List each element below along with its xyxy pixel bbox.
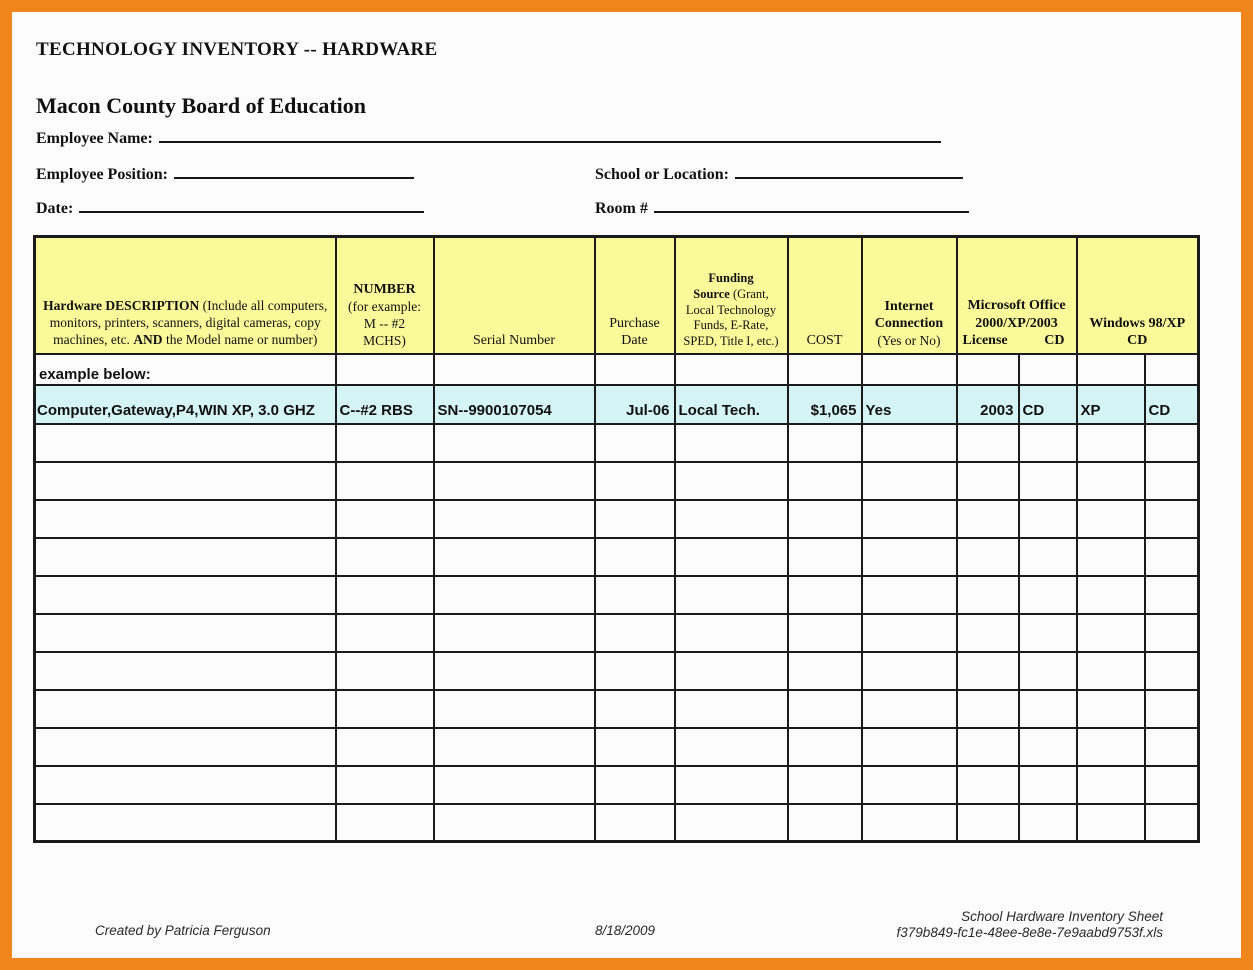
school-or-location-label: School or Location: <box>595 166 729 183</box>
empty-cell <box>35 500 336 538</box>
empty-cell <box>434 728 595 766</box>
empty-cell <box>675 690 788 728</box>
empty-cell <box>434 690 595 728</box>
empty-cell <box>434 766 595 804</box>
empty-cell <box>675 728 788 766</box>
empty-cell <box>862 690 957 728</box>
empty-cell <box>336 728 434 766</box>
col-header-cost: COST <box>788 237 862 354</box>
empty-cell <box>35 690 336 728</box>
empty-cell <box>957 766 1019 804</box>
col-header-internet-connection: Internet Connection (Yes or No) <box>862 237 957 354</box>
footer-sheet-title: School Hardware Inventory Sheet <box>961 909 1163 924</box>
empty-cell <box>336 804 434 842</box>
footer-sheet-info <box>897 909 1163 941</box>
empty-cell <box>862 614 957 652</box>
empty-cell <box>862 462 957 500</box>
empty-cell <box>1077 728 1145 766</box>
inventory-table-body <box>35 354 1199 842</box>
empty-cell <box>35 728 336 766</box>
room-field <box>595 198 969 218</box>
empty-cell <box>336 424 434 462</box>
col-header-windows: Windows 98/XP CD <box>1077 237 1199 354</box>
empty-cell <box>336 538 434 576</box>
empty-cell <box>336 766 434 804</box>
empty-cell <box>1145 538 1199 576</box>
example-office-license-cell: 2003 <box>957 385 1019 424</box>
empty-cell <box>788 614 862 652</box>
employee-name-blank-line <box>159 128 941 143</box>
empty-cell <box>788 538 862 576</box>
footer-date: 8/18/2009 <box>595 923 656 938</box>
empty-cell <box>862 728 957 766</box>
cell <box>1145 354 1199 385</box>
empty-cell <box>35 614 336 652</box>
empty-cell <box>1077 690 1145 728</box>
empty-cell <box>1145 690 1199 728</box>
empty-row <box>35 804 1199 842</box>
empty-cell <box>1077 652 1145 690</box>
example-data-row <box>35 385 1199 424</box>
empty-cell <box>675 538 788 576</box>
empty-cell <box>1145 576 1199 614</box>
example-number-cell: C--#2 RBS <box>336 385 434 424</box>
empty-cell <box>595 576 675 614</box>
empty-cell <box>1145 424 1199 462</box>
empty-cell <box>595 690 675 728</box>
empty-cell <box>957 690 1019 728</box>
empty-row <box>35 614 1199 652</box>
empty-cell <box>1019 576 1077 614</box>
empty-cell <box>675 424 788 462</box>
empty-cell <box>862 652 957 690</box>
empty-cell <box>336 462 434 500</box>
col-header-funding-source: Funding Source (Grant, Local Technology Funds, E-Rate, SPED, Title I, etc.) <box>675 237 788 354</box>
empty-cell <box>595 804 675 842</box>
empty-cell <box>595 538 675 576</box>
empty-cell <box>336 576 434 614</box>
empty-cell <box>957 424 1019 462</box>
empty-cell <box>1077 576 1145 614</box>
empty-cell <box>1145 462 1199 500</box>
cell <box>595 354 675 385</box>
empty-row <box>35 576 1199 614</box>
empty-cell <box>788 804 862 842</box>
empty-cell <box>957 462 1019 500</box>
empty-cell <box>788 652 862 690</box>
empty-cell <box>1145 728 1199 766</box>
table-header-row <box>35 237 1199 354</box>
empty-cell <box>957 538 1019 576</box>
empty-cell <box>434 804 595 842</box>
empty-cell <box>1019 614 1077 652</box>
empty-cell <box>434 652 595 690</box>
empty-cell <box>957 652 1019 690</box>
empty-cell <box>434 538 595 576</box>
empty-cell <box>595 424 675 462</box>
cell <box>862 354 957 385</box>
date-label: Date: <box>36 200 74 217</box>
empty-cell <box>336 652 434 690</box>
empty-cell <box>1019 424 1077 462</box>
empty-cell <box>336 500 434 538</box>
empty-cell <box>862 500 957 538</box>
empty-cell <box>1019 462 1077 500</box>
empty-cell <box>1019 500 1077 538</box>
empty-cell <box>1077 538 1145 576</box>
empty-cell <box>35 804 336 842</box>
empty-cell <box>957 728 1019 766</box>
footer-file-name: f379b849-fc1e-48ee-8e8e-7e9aabd9753f.xls <box>896 925 1163 940</box>
empty-cell <box>434 500 595 538</box>
document-title: TECHNOLOGY INVENTORY -- HARDWARE <box>36 39 438 60</box>
empty-row <box>35 766 1199 804</box>
employee-position-label: Employee Position: <box>36 166 168 183</box>
example-label-row <box>35 354 1199 385</box>
col-header-hardware-description: Hardware DESCRIPTION (Include all computers, monitors, printers, scanners, digital cameras, copy machines, etc. AND the Model name or number) <box>35 237 336 354</box>
empty-cell <box>788 500 862 538</box>
date-field <box>36 198 424 218</box>
empty-cell <box>595 728 675 766</box>
empty-cell <box>336 690 434 728</box>
example-label-cell: example below: <box>35 354 336 385</box>
empty-row <box>35 538 1199 576</box>
empty-cell <box>862 804 957 842</box>
empty-cell <box>862 538 957 576</box>
empty-cell <box>1019 690 1077 728</box>
empty-cell <box>35 766 336 804</box>
empty-row <box>35 462 1199 500</box>
empty-cell <box>957 614 1019 652</box>
empty-cell <box>1145 652 1199 690</box>
cell <box>336 354 434 385</box>
empty-cell <box>434 614 595 652</box>
empty-cell <box>35 576 336 614</box>
sub-header-office-cd: CD <box>1044 333 1065 348</box>
cell <box>434 354 595 385</box>
empty-cell <box>595 500 675 538</box>
empty-cell <box>1145 766 1199 804</box>
empty-cell <box>957 576 1019 614</box>
cell <box>675 354 788 385</box>
employee-position-blank-line <box>174 164 414 179</box>
empty-cell <box>675 766 788 804</box>
empty-cell <box>1077 500 1145 538</box>
empty-cell <box>788 766 862 804</box>
empty-cell <box>1077 804 1145 842</box>
empty-cell <box>1077 766 1145 804</box>
cell <box>1019 354 1077 385</box>
empty-cell <box>862 766 957 804</box>
col-header-number: NUMBER (for example: M -- #2 MCHS) <box>336 237 434 354</box>
inventory-table <box>33 235 1200 843</box>
organization-name: Macon County Board of Education <box>36 93 367 118</box>
empty-cell <box>1145 804 1199 842</box>
empty-cell <box>675 804 788 842</box>
example-internet-cell: Yes <box>862 385 957 424</box>
empty-cell <box>675 500 788 538</box>
empty-cell <box>1019 728 1077 766</box>
empty-cell <box>675 652 788 690</box>
empty-cell <box>35 462 336 500</box>
example-funding-cell: Local Tech. <box>675 385 788 424</box>
example-windows-xp-cell: XP <box>1077 385 1145 424</box>
empty-cell <box>1077 424 1145 462</box>
empty-cell <box>336 614 434 652</box>
empty-cell <box>1019 766 1077 804</box>
school-or-location-blank-line <box>735 164 963 179</box>
employee-name-label: Employee Name: <box>36 130 153 147</box>
empty-cell <box>1019 652 1077 690</box>
room-blank-line <box>654 198 969 213</box>
empty-cell <box>35 424 336 462</box>
sub-header-license: License <box>962 333 1008 348</box>
empty-cell <box>788 690 862 728</box>
empty-row <box>35 500 1199 538</box>
empty-cell <box>595 614 675 652</box>
example-office-cd-cell: CD <box>1019 385 1077 424</box>
empty-cell <box>1145 500 1199 538</box>
empty-cell <box>788 424 862 462</box>
empty-cell <box>675 576 788 614</box>
empty-cell <box>957 500 1019 538</box>
empty-cell <box>788 462 862 500</box>
room-label: Room # <box>595 200 648 217</box>
empty-cell <box>1019 538 1077 576</box>
empty-row <box>35 652 1199 690</box>
empty-cell <box>862 576 957 614</box>
date-blank-line <box>79 198 424 213</box>
cell <box>957 354 1019 385</box>
empty-cell <box>35 538 336 576</box>
empty-cell <box>1077 462 1145 500</box>
employee-position-field <box>36 164 414 184</box>
empty-cell <box>1019 804 1077 842</box>
empty-row <box>35 424 1199 462</box>
empty-row <box>35 728 1199 766</box>
empty-cell <box>788 728 862 766</box>
example-purchase-date-cell: Jul-06 <box>595 385 675 424</box>
col-header-purchase-date: Purchase Date <box>595 237 675 354</box>
empty-cell <box>862 424 957 462</box>
empty-cell <box>595 652 675 690</box>
empty-cell <box>434 424 595 462</box>
empty-cell <box>35 652 336 690</box>
empty-cell <box>957 804 1019 842</box>
empty-cell <box>1077 614 1145 652</box>
empty-cell <box>675 462 788 500</box>
example-cost-cell: $1,065 <box>788 385 862 424</box>
example-windows-cd-cell: CD <box>1145 385 1199 424</box>
col-header-serial-number: Serial Number <box>434 237 595 354</box>
cell <box>788 354 862 385</box>
cell <box>1077 354 1145 385</box>
example-description-cell: Computer,Gateway,P4,WIN XP, 3.0 GHZ <box>35 385 336 424</box>
example-serial-cell: SN--9900107054 <box>434 385 595 424</box>
employee-name-field <box>36 128 941 148</box>
empty-cell <box>1145 614 1199 652</box>
empty-cell <box>675 614 788 652</box>
empty-row <box>35 690 1199 728</box>
empty-cell <box>788 576 862 614</box>
empty-cell <box>595 462 675 500</box>
col-header-microsoft-office: Microsoft Office 2000/XP/2003 License CD <box>957 237 1077 354</box>
empty-cell <box>434 462 595 500</box>
empty-cell <box>595 766 675 804</box>
school-or-location-field <box>595 164 963 184</box>
empty-cell <box>434 576 595 614</box>
footer-created-by: Created by Patricia Ferguson <box>95 923 271 938</box>
